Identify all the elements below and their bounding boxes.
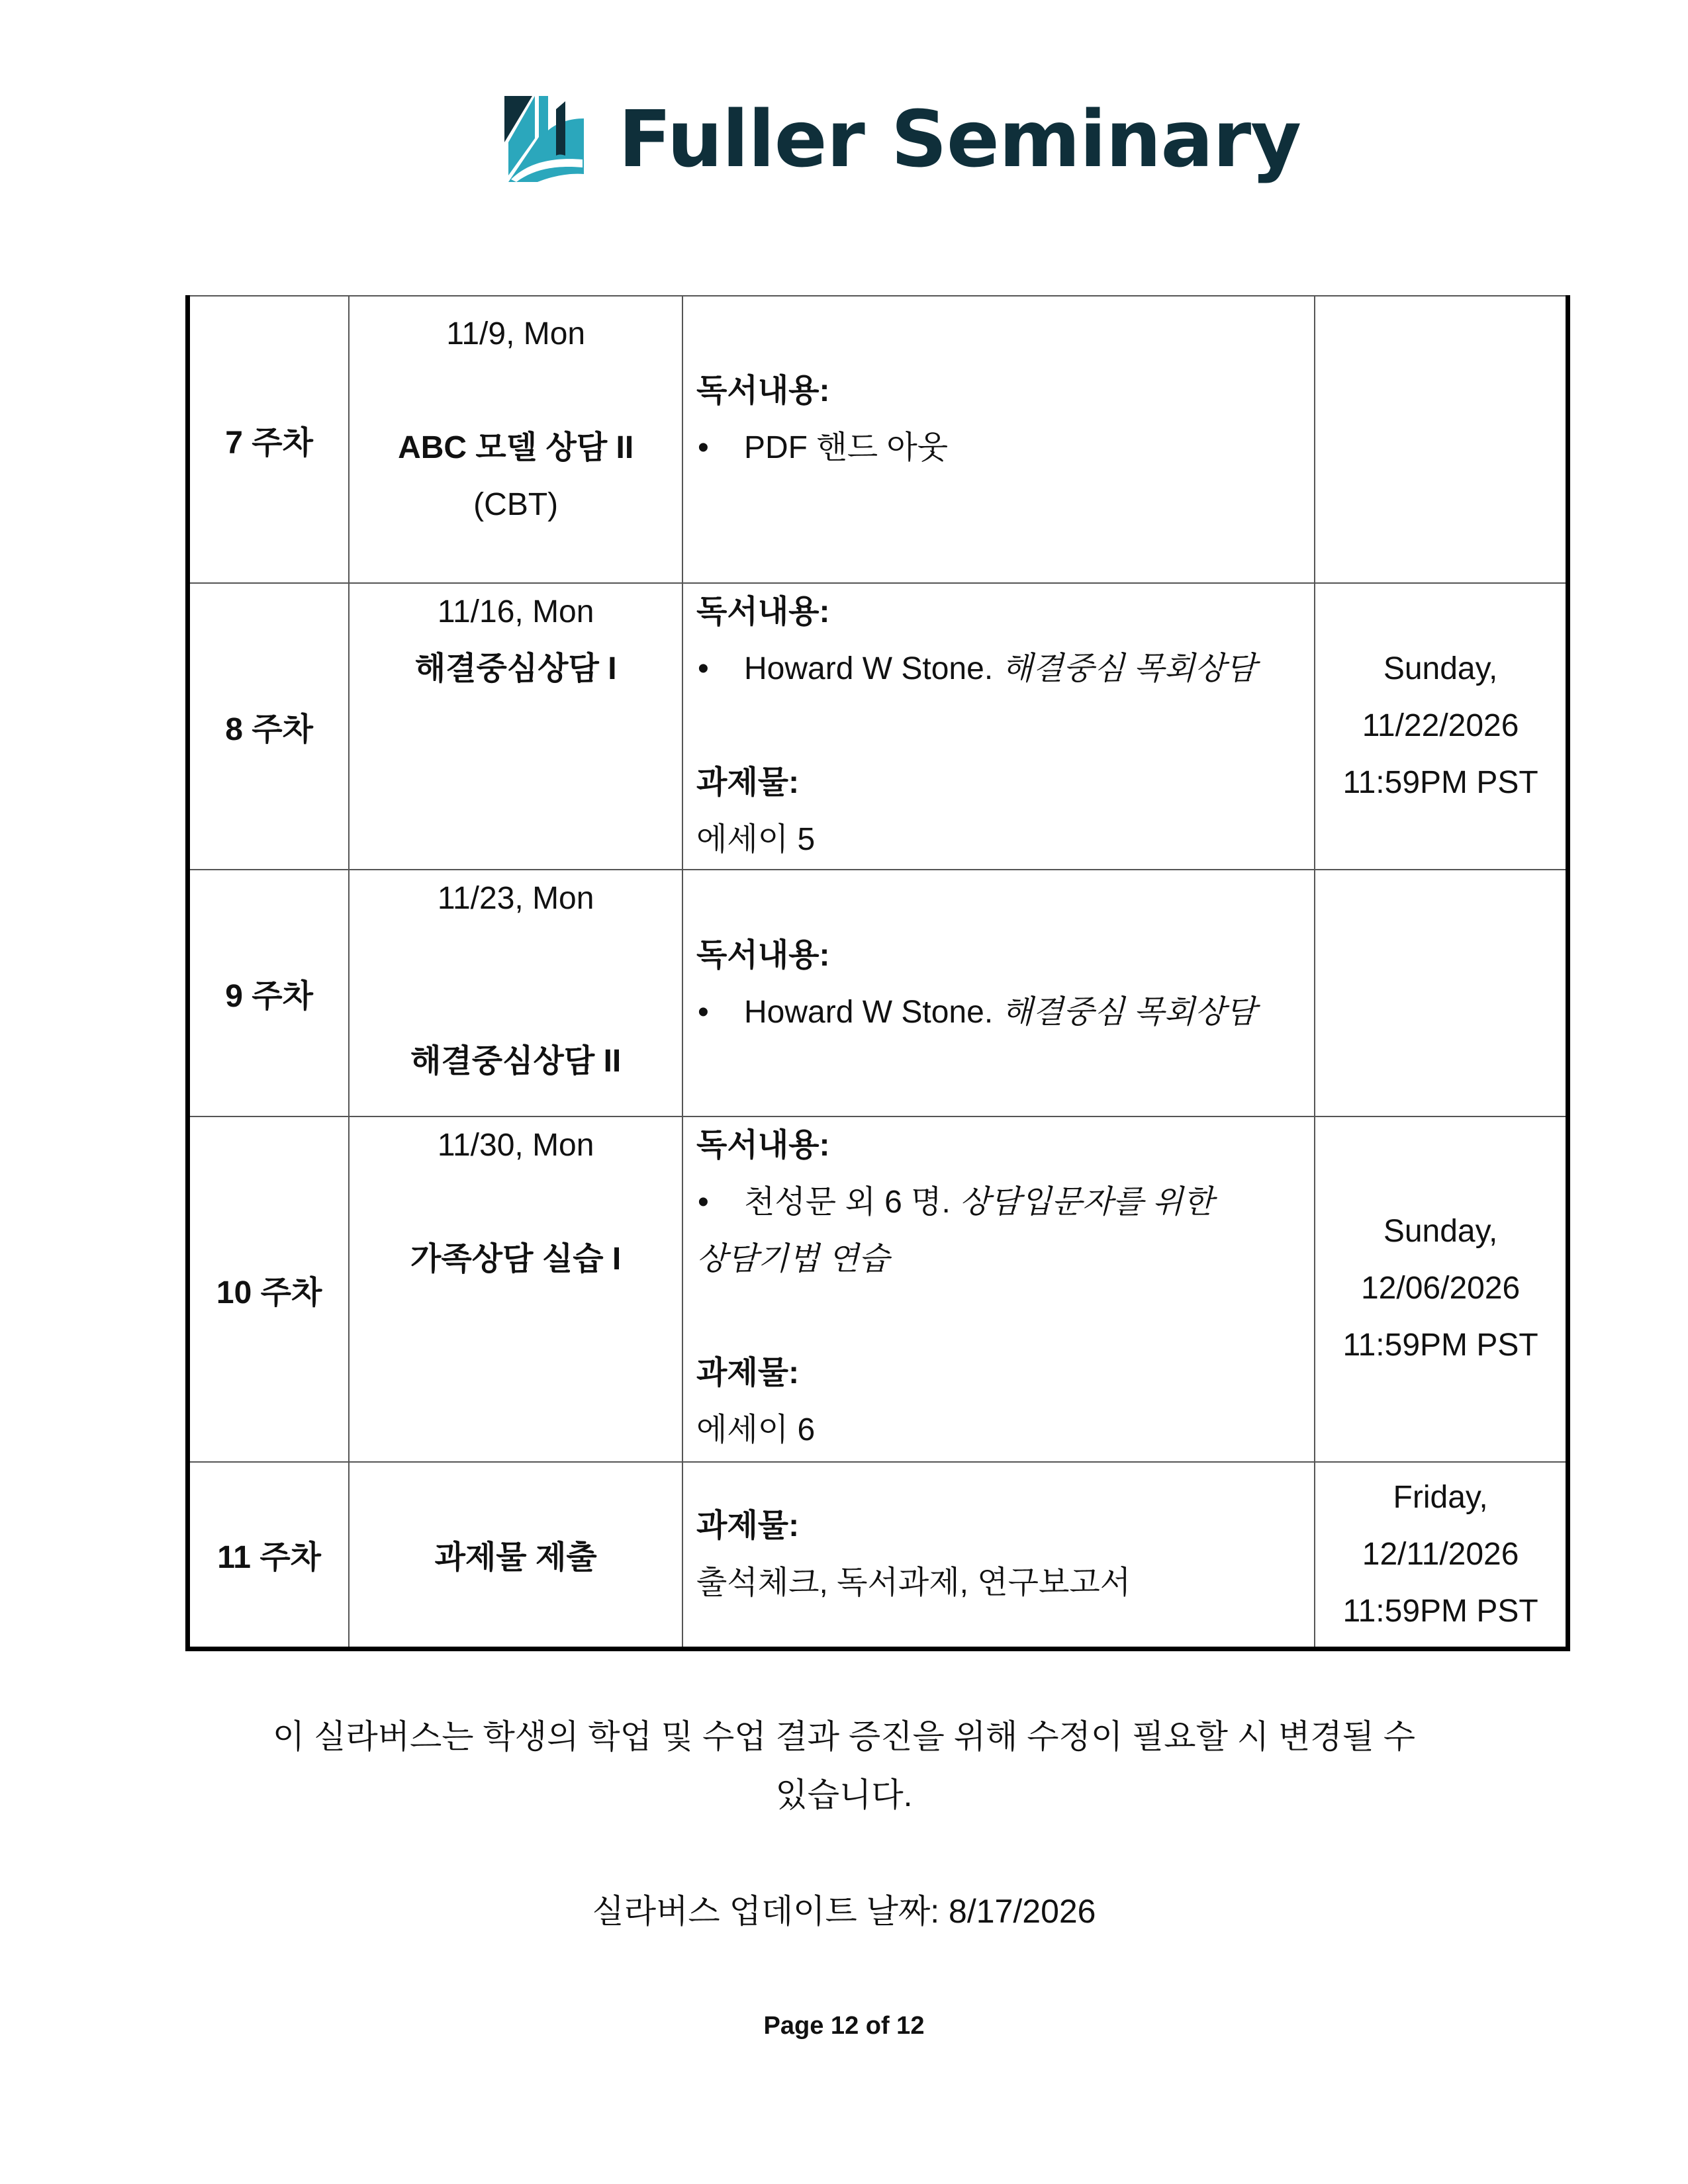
reading-title: 해결중심 목회상담 (1002, 651, 1256, 686)
reading-author: Howard W Stone. (744, 651, 1002, 686)
reading-title: 해결중심 목회상담 (1002, 995, 1256, 1030)
syllabus-notice (0, 1707, 1688, 1824)
reading-label: 독서내용: (696, 594, 830, 629)
logo-wordmark: Fuller Seminary (618, 93, 1301, 185)
content-cell (682, 296, 1315, 583)
due-date: 12/06/2026 (1360, 1271, 1521, 1306)
list-item (696, 984, 1306, 1041)
session-date: 11/23, Mon (437, 881, 594, 916)
notice-line-1: 이 실라버스는 학생의 학업 및 수업 결과 증진을 위해 수정이 필요할 시 변경될 수 (272, 1718, 1416, 1755)
assignment-text: 출석체크, 독서과제, 연구보고서 (696, 1565, 1131, 1600)
session-topic: 해결중심상담 II (410, 1044, 622, 1079)
assignment-label: 과제물: (696, 1355, 800, 1390)
session-cell (349, 870, 682, 1116)
list-item (696, 1174, 1306, 1231)
content-cell (682, 583, 1315, 870)
content-cell (682, 1116, 1315, 1462)
due-cell (1315, 870, 1568, 1116)
table-row (188, 1116, 1568, 1462)
due-day: Friday, (1393, 1479, 1488, 1515)
content-cell (682, 1462, 1315, 1649)
assignment-text: 에세이 6 (696, 1412, 816, 1447)
due-time: 11:59PM PST (1342, 765, 1538, 800)
list-item (696, 420, 1306, 477)
notice-line-2: 있습니다. (775, 1776, 913, 1813)
week-label: 10 주차 (188, 1116, 350, 1462)
reading-label: 독서내용: (696, 938, 830, 973)
table-row (188, 1462, 1568, 1649)
reading-author: Howard W Stone. (744, 995, 1002, 1030)
assignment-text: 에세이 5 (696, 822, 816, 857)
page-number: Page 12 of 12 (763, 2012, 925, 2040)
due-cell (1315, 583, 1568, 870)
reading-title: 상담입문자를 위한 (959, 1185, 1214, 1220)
session-topic: 가족상담 실습 I (410, 1242, 622, 1277)
week-label: 8 주차 (188, 583, 350, 870)
due-cell (1315, 1116, 1568, 1462)
session-topic: ABC 모델 상담 II (398, 430, 634, 465)
table-row (188, 870, 1568, 1116)
table-row (188, 296, 1568, 583)
fuller-logo-icon (504, 96, 590, 182)
session-date: 11/9, Mon (446, 316, 586, 351)
session-cell (349, 296, 682, 583)
due-day: Sunday, (1383, 651, 1498, 686)
assignment-label: 과제물: (696, 1508, 800, 1543)
session-cell (349, 1116, 682, 1462)
due-day: Sunday, (1383, 1214, 1498, 1249)
assignment-label: 과제물: (696, 765, 800, 800)
bullet-icon: • (698, 995, 709, 1030)
table-row (188, 583, 1568, 870)
due-cell (1315, 296, 1568, 583)
reading-label: 독서내용: (696, 373, 830, 408)
due-time: 11:59PM PST (1342, 1593, 1538, 1629)
list-item (696, 641, 1306, 698)
schedule-table (185, 295, 1570, 1651)
due-date: 11/22/2026 (1362, 708, 1519, 743)
reading-label: 독서내용: (696, 1128, 830, 1163)
reading-text: PDF 핸드 아웃 (744, 430, 949, 465)
session-date: 11/16, Mon (437, 594, 594, 629)
session-date: 11/30, Mon (437, 1128, 594, 1163)
week-label: 9 주차 (188, 870, 350, 1116)
week-label: 7 주차 (188, 296, 350, 583)
session-cell (349, 583, 682, 870)
bullet-icon: • (698, 1185, 709, 1220)
bullet-icon: • (698, 651, 709, 686)
week-label: 11 주차 (188, 1462, 350, 1649)
reading-author: 천성문 외 6 명. (744, 1185, 960, 1220)
header-logo (504, 93, 1301, 185)
content-cell (682, 870, 1315, 1116)
due-time: 11:59PM PST (1342, 1328, 1538, 1363)
syllabus-updated: 실라버스 업데이트 날짜: 8/17/2026 (592, 1893, 1096, 1930)
due-cell (1315, 1462, 1568, 1649)
session-topic: 과제물 제출 (349, 1462, 682, 1649)
reading-title-cont: 상담기법 연습 (696, 1242, 890, 1277)
session-topic-sub: (CBT) (473, 487, 559, 522)
due-date: 12/11/2026 (1362, 1536, 1519, 1572)
session-topic: 해결중심상담 I (414, 651, 617, 686)
bullet-icon: • (698, 430, 709, 465)
